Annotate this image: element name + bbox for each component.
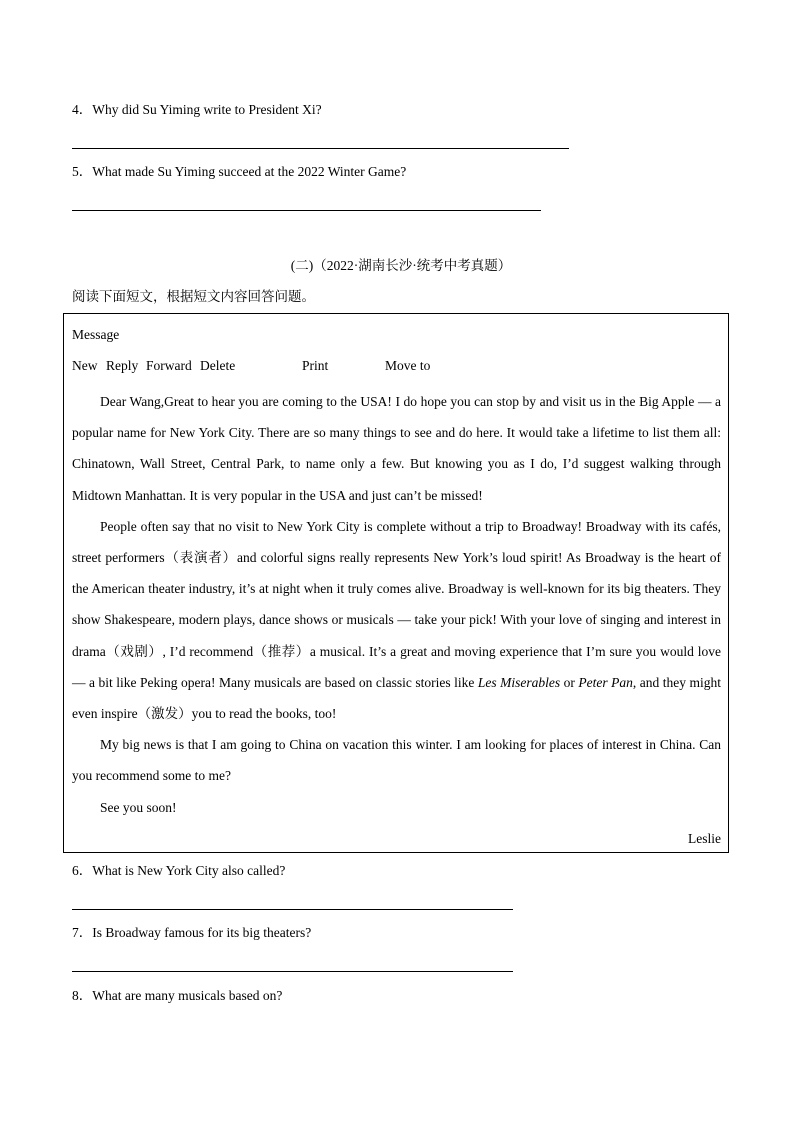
- message-header: Message: [72, 327, 120, 342]
- forward-button[interactable]: Forward: [146, 358, 192, 373]
- section-instruction: 阅读下面短文，根据短文内容回答问题。: [72, 289, 315, 304]
- question-6: 6．What is New York City also called?: [72, 863, 286, 878]
- delete-button[interactable]: Delete: [200, 358, 236, 373]
- question-5: 5．What made Su Yiming succeed at the 2022 Winter Game?: [72, 164, 407, 179]
- book-title-les-miserables: Les Miserables: [477, 674, 561, 690]
- paragraph-2-text-a: People often say that no visit to New York City is complete without a trip to Broadway! Broadway with its cafés, street performers（表演者）and colorful signs really represents New York’s loud spirit! As Broadway is the heart of the American theater industry, it’s at night when it truly comes alive. Broadway is well-known for its big theaters. They show Shakespeare, modern plays, dance shows or musicals — take your pick! With your love of singing and interest in drama（戏剧）, I’d recommend（推荐）a musical. It’s a great and moving experience that I’m sure you would love — a bit like Peking opera! Many musicals are based on classic stories like: [72, 518, 721, 690]
- question-7: 7．Is Broadway famous for its big theaters?: [72, 925, 312, 940]
- paragraph-2-text-or: or: [560, 674, 579, 690]
- paragraph-2-text-b: , and they might even inspire（激发）you to read the books, too!: [72, 674, 721, 722]
- message-signature: Leslie: [688, 830, 721, 846]
- question-8: 8．What are many musicals based on?: [72, 988, 283, 1003]
- print-button[interactable]: Print: [302, 358, 329, 373]
- move-to-button[interactable]: Move to: [385, 358, 431, 373]
- book-title-peter-pan: Peter Pan: [578, 674, 633, 690]
- answer-line-7[interactable]: [72, 971, 513, 972]
- reply-button[interactable]: Reply: [106, 358, 139, 373]
- answer-line-4[interactable]: [72, 148, 569, 149]
- message-toolbar: [72, 355, 721, 386]
- section-title: (二)（2022·湖南长沙·统考中考真题）: [290, 258, 512, 273]
- message-paragraph-1: Dear Wang,Great to hear you are coming to the USA! I do hope you can stop by and visit us in the Big Apple — a popular name for New York City. There are so many things to see and do here. It would take a lifetime to list them all: Chinatown, Wall Street, Central Park, to name only a few. But knowing you as I do, I’d suggest walking through Midtown Manhattan. It is very popular in the USA and just can’t be missed!: [72, 394, 721, 503]
- new-button[interactable]: New: [72, 358, 98, 373]
- message-content: [72, 324, 721, 854]
- message-paragraph-3: My big news is that I am going to China on vacation this winter. I am looking for places of interest in China. Can you recommend some to me?: [72, 737, 721, 784]
- question-4: 4．Why did Su Yiming write to President Xi?: [72, 102, 322, 117]
- answer-line-5[interactable]: [72, 210, 541, 211]
- message-closing: See you soon!: [100, 799, 177, 815]
- answer-line-6[interactable]: [72, 909, 513, 910]
- message-box: [63, 313, 729, 853]
- message-paragraph-2: [72, 511, 721, 729]
